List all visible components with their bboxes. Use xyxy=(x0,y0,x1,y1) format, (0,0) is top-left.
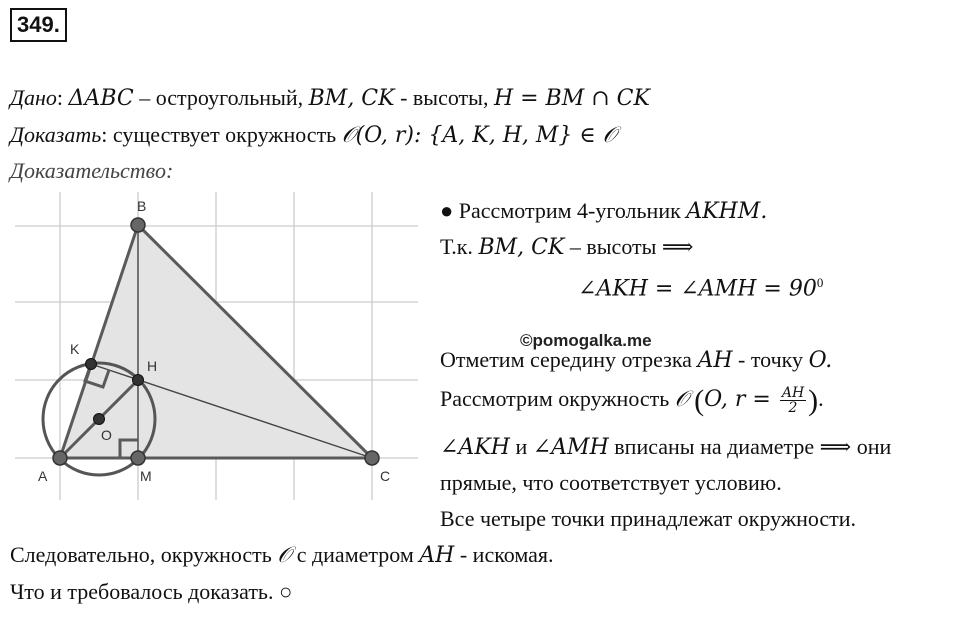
point-o xyxy=(94,414,105,425)
right-l6-math2: ∠AMH xyxy=(532,435,609,460)
label-o: O xyxy=(101,427,112,443)
right-l2-text2: – высоты ⟹ xyxy=(564,234,694,259)
right-line-6 xyxy=(440,432,891,463)
right-l1-text: Рассмотрим 4-угольник xyxy=(453,198,687,223)
right-l4-math2: O. xyxy=(808,348,833,373)
right-l6-text2: вписаны на диаметре ⟹ они xyxy=(608,434,892,459)
right-line-1 xyxy=(440,196,767,227)
right-line-8: Все четыре точки принадлежат окружности. xyxy=(440,506,857,531)
right-l4-text: Отметим середину отрезка xyxy=(440,347,698,372)
given-line xyxy=(10,83,650,114)
fraction-denominator: 2 xyxy=(788,400,798,417)
prove-line xyxy=(10,120,617,151)
given-text1: – остроугольный, xyxy=(133,85,309,110)
label-b: B xyxy=(137,198,147,214)
right-l5-end: . xyxy=(818,386,824,411)
conclusion-text2: с диаметром xyxy=(291,542,420,567)
right-l1-math: AKHM. xyxy=(686,199,768,224)
fraction-numerator: AH xyxy=(781,385,805,402)
point-m xyxy=(131,451,145,465)
right-l6-text1: и xyxy=(509,434,533,459)
right-l3-math: ∠AKH = ∠AMH = 90 xyxy=(578,276,817,302)
watermark: ©pomogalka.me xyxy=(520,331,652,350)
point-k xyxy=(86,359,97,370)
paren-close: ) xyxy=(808,383,819,417)
qed-line: Что и требовалось доказать. ○ xyxy=(10,579,293,604)
bullet: ● xyxy=(440,198,454,223)
conclusion-line xyxy=(10,540,554,571)
geometry-figure xyxy=(10,192,420,502)
right-line-3 xyxy=(578,268,823,304)
right-l2-text: Т.к. xyxy=(440,234,479,259)
right-l4-math: AH xyxy=(697,348,733,373)
right-line-2 xyxy=(440,232,693,263)
prove-text: : существует окружность xyxy=(101,122,342,147)
label-h: H xyxy=(147,358,158,374)
right-l5-math: 𝒪 xyxy=(674,387,689,412)
conclusion-text1: Следовательно, окружность xyxy=(10,542,278,567)
conclusion-math1: 𝒪 xyxy=(277,543,292,568)
right-l3-sup: 0 xyxy=(816,275,824,290)
point-b xyxy=(131,218,145,232)
label-c: C xyxy=(380,468,391,484)
right-l2-math: BM, CK xyxy=(478,235,565,260)
prove-label: Доказать xyxy=(10,122,102,147)
right-line-4 xyxy=(440,345,832,376)
given-triangle: ΔABC xyxy=(68,86,134,111)
given-heights: BM, CK xyxy=(308,86,395,111)
right-l6-math1: ∠AKH xyxy=(440,435,510,460)
right-l5-inner: O, r = xyxy=(704,387,778,412)
right-l4-text2: - точку xyxy=(732,347,809,372)
paren-open: ( xyxy=(694,383,705,417)
conclusion-text3: - искомая. xyxy=(454,542,554,567)
given-text2: - высоты, xyxy=(394,85,494,110)
right-line-7: прямые, что соответствует условию. xyxy=(440,470,782,495)
fraction-ah-2 xyxy=(780,386,806,415)
label-a: A xyxy=(38,468,48,484)
conclusion-math2: AH xyxy=(419,543,455,568)
point-c xyxy=(365,451,379,465)
given-h-def: H = BM ∩ CK xyxy=(493,86,650,111)
point-h xyxy=(133,375,144,386)
problem-number: 349. xyxy=(10,8,67,42)
point-a xyxy=(53,451,67,465)
label-m: M xyxy=(140,468,152,484)
given-sep: : xyxy=(56,85,64,110)
prove-math: 𝒪(O, r): {A, K, H, M} ∈ 𝒪 xyxy=(341,123,617,148)
label-k: K xyxy=(70,341,80,357)
given-label: Дано xyxy=(10,85,57,110)
proof-label: Доказательство: xyxy=(10,158,174,183)
right-l5-text: Рассмотрим окружность xyxy=(440,386,675,411)
right-line-5 xyxy=(440,384,824,416)
